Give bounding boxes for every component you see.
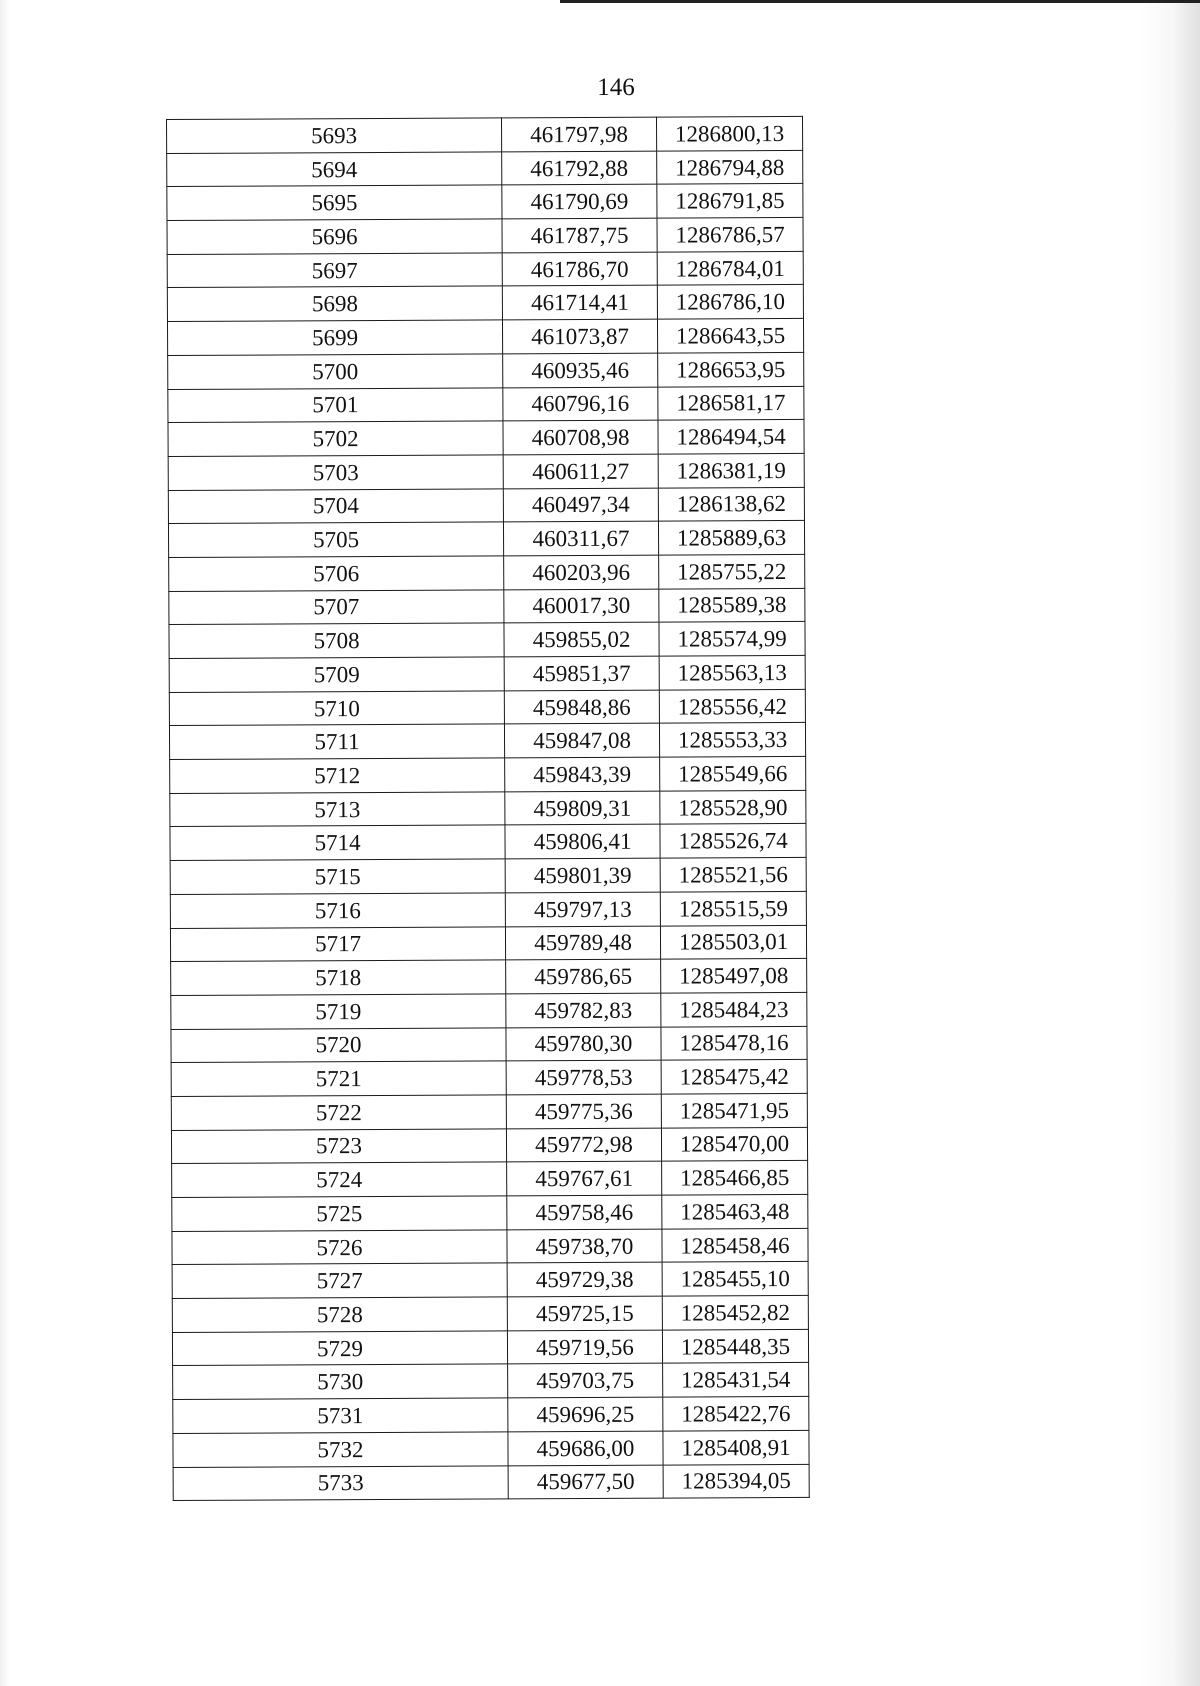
- point-number-cell: 5708: [169, 623, 504, 658]
- point-number-cell: 5722: [171, 1095, 506, 1130]
- y-coordinate-cell: 1286784,01: [657, 251, 803, 285]
- x-coordinate-cell: 459848,86: [504, 690, 659, 724]
- point-number-cell: 5724: [172, 1162, 507, 1197]
- y-coordinate-cell: 1285553,33: [659, 723, 805, 757]
- x-coordinate-cell: 459719,56: [507, 1330, 662, 1364]
- y-coordinate-cell: 1286794,88: [657, 150, 803, 184]
- y-coordinate-cell: 1285475,42: [661, 1060, 807, 1094]
- x-coordinate-cell: 460497,34: [503, 488, 658, 522]
- coordinates-table-body: [167, 116, 810, 1500]
- point-number-cell: 5693: [167, 118, 502, 153]
- y-coordinate-cell: 1285556,42: [659, 689, 805, 723]
- point-number-cell: 5697: [167, 253, 502, 288]
- y-coordinate-cell: 1286581,17: [658, 386, 804, 420]
- table-row: [170, 824, 806, 861]
- y-coordinate-cell: 1285452,82: [662, 1295, 808, 1329]
- table-row: [170, 925, 806, 962]
- table-row: [168, 453, 804, 490]
- table-row: [172, 1295, 808, 1332]
- table-row: [171, 1060, 807, 1097]
- table-row: [170, 756, 806, 793]
- y-coordinate-cell: 1285422,76: [663, 1396, 809, 1430]
- x-coordinate-cell: 459786,65: [506, 959, 661, 993]
- y-coordinate-cell: 1285408,91: [663, 1430, 809, 1464]
- y-coordinate-cell: 1286138,62: [658, 487, 804, 521]
- table-row: [171, 1026, 807, 1063]
- scan-top-line: [560, 0, 1200, 3]
- x-coordinate-cell: 459778,53: [506, 1060, 661, 1094]
- scan-right-edge: [1140, 0, 1200, 1686]
- point-number-cell: 5706: [169, 556, 504, 591]
- x-coordinate-cell: 460935,46: [503, 353, 658, 387]
- x-coordinate-cell: 461073,87: [502, 319, 657, 353]
- table-row: [167, 217, 803, 254]
- point-number-cell: 5712: [170, 758, 505, 793]
- table-row: [167, 251, 803, 288]
- y-coordinate-cell: 1285521,56: [660, 858, 806, 892]
- x-coordinate-cell: 459851,37: [504, 656, 659, 690]
- x-coordinate-cell: 459758,46: [507, 1195, 662, 1229]
- point-number-cell: 5718: [171, 960, 506, 995]
- y-coordinate-cell: 1285455,10: [662, 1262, 808, 1296]
- table-row: [167, 184, 803, 221]
- point-number-cell: 5694: [167, 152, 502, 187]
- y-coordinate-cell: 1286643,55: [657, 319, 803, 353]
- point-number-cell: 5720: [171, 1027, 506, 1062]
- y-coordinate-cell: 1285503,01: [660, 925, 806, 959]
- table-row: [171, 992, 807, 1029]
- y-coordinate-cell: 1286381,19: [658, 453, 804, 487]
- point-number-cell: 5702: [168, 421, 503, 456]
- x-coordinate-cell: 459729,38: [507, 1262, 662, 1296]
- x-coordinate-cell: 459806,41: [505, 825, 660, 859]
- point-number-cell: 5723: [171, 1128, 506, 1163]
- point-number-cell: 5713: [170, 792, 505, 827]
- y-coordinate-cell: 1286653,95: [658, 352, 804, 386]
- y-coordinate-cell: 1285431,54: [663, 1363, 809, 1397]
- y-coordinate-cell: 1286786,57: [657, 217, 803, 251]
- table-row: [168, 386, 804, 423]
- point-number-cell: 5721: [171, 1061, 506, 1096]
- y-coordinate-cell: 1285484,23: [661, 992, 807, 1026]
- x-coordinate-cell: 460017,30: [504, 589, 659, 623]
- x-coordinate-cell: 461790,69: [502, 184, 657, 218]
- y-coordinate-cell: 1285458,46: [662, 1228, 808, 1262]
- point-number-cell: 5725: [172, 1196, 507, 1231]
- x-coordinate-cell: 461787,75: [502, 218, 657, 252]
- y-coordinate-cell: 1285528,90: [660, 790, 806, 824]
- table-row: [169, 588, 805, 625]
- x-coordinate-cell: 461714,41: [502, 286, 657, 320]
- table-row: [167, 116, 803, 153]
- x-coordinate-cell: 459782,83: [506, 993, 661, 1027]
- table-row: [169, 689, 805, 726]
- table-row: [167, 150, 803, 187]
- x-coordinate-cell: 459843,39: [505, 757, 660, 791]
- table-row: [170, 891, 806, 928]
- point-number-cell: 5703: [168, 455, 503, 490]
- x-coordinate-cell: 461792,88: [502, 151, 657, 185]
- scan-left-edge: [0, 0, 10, 1686]
- y-coordinate-cell: 1286800,13: [656, 116, 802, 150]
- point-number-cell: 5710: [169, 691, 504, 726]
- table-row: [173, 1363, 809, 1400]
- x-coordinate-cell: 461786,70: [502, 252, 657, 286]
- x-coordinate-cell: 459801,39: [505, 858, 660, 892]
- point-number-cell: 5707: [169, 589, 504, 624]
- y-coordinate-cell: 1285549,66: [660, 756, 806, 790]
- x-coordinate-cell: 459725,15: [507, 1296, 662, 1330]
- y-coordinate-cell: 1285448,35: [662, 1329, 808, 1363]
- table-row: [173, 1396, 809, 1433]
- x-coordinate-cell: 460611,27: [503, 454, 658, 488]
- x-coordinate-cell: 459738,70: [507, 1229, 662, 1263]
- point-number-cell: 5698: [167, 286, 502, 321]
- y-coordinate-cell: 1285574,99: [659, 622, 805, 656]
- table-row: [170, 790, 806, 827]
- table-row: [168, 487, 804, 524]
- x-coordinate-cell: 459772,98: [506, 1128, 661, 1162]
- x-coordinate-cell: 459775,36: [506, 1094, 661, 1128]
- y-coordinate-cell: 1285755,22: [659, 554, 805, 588]
- y-coordinate-cell: 1286791,85: [657, 184, 803, 218]
- point-number-cell: 5700: [168, 354, 503, 389]
- y-coordinate-cell: 1285889,63: [658, 521, 804, 555]
- table-row: [172, 1329, 808, 1366]
- x-coordinate-cell: 461797,98: [501, 117, 656, 151]
- y-coordinate-cell: 1285497,08: [661, 959, 807, 993]
- table-row: [167, 285, 803, 322]
- x-coordinate-cell: 459703,75: [508, 1364, 663, 1398]
- point-number-cell: 5715: [170, 859, 505, 894]
- table-row: [169, 723, 805, 760]
- y-coordinate-cell: 1285589,38: [659, 588, 805, 622]
- y-coordinate-cell: 1285515,59: [660, 891, 806, 925]
- table-row: [168, 420, 804, 457]
- point-number-cell: 5732: [173, 1432, 508, 1467]
- x-coordinate-cell: 459780,30: [506, 1027, 661, 1061]
- table-row: [172, 1194, 808, 1231]
- y-coordinate-cell: 1285526,74: [660, 824, 806, 858]
- table-row: [170, 858, 806, 895]
- page-number: 146: [597, 74, 635, 101]
- x-coordinate-cell: 459809,31: [505, 791, 660, 825]
- y-coordinate-cell: 1286786,10: [657, 285, 803, 319]
- y-coordinate-cell: 1285470,00: [661, 1127, 807, 1161]
- point-number-cell: 5701: [168, 387, 503, 422]
- point-number-cell: 5717: [170, 926, 505, 961]
- x-coordinate-cell: 459855,02: [504, 622, 659, 656]
- table-row: [173, 1430, 809, 1467]
- point-number-cell: 5711: [169, 724, 504, 759]
- x-coordinate-cell: 459767,61: [507, 1161, 662, 1195]
- table-row: [168, 521, 804, 558]
- point-number-cell: 5731: [173, 1398, 508, 1433]
- y-coordinate-cell: 1285466,85: [662, 1161, 808, 1195]
- point-number-cell: 5699: [167, 320, 502, 355]
- table-row: [171, 1127, 807, 1164]
- x-coordinate-cell: 459789,48: [505, 926, 660, 960]
- x-coordinate-cell: 460311,67: [503, 521, 658, 555]
- table-row: [172, 1262, 808, 1299]
- x-coordinate-cell: 460203,96: [504, 555, 659, 589]
- table-row: [172, 1161, 808, 1198]
- point-number-cell: 5716: [170, 893, 505, 928]
- point-number-cell: 5709: [169, 657, 504, 692]
- x-coordinate-cell: 459847,08: [504, 723, 659, 757]
- x-coordinate-cell: 460708,98: [503, 420, 658, 454]
- point-number-cell: 5733: [173, 1465, 508, 1500]
- point-number-cell: 5726: [172, 1230, 507, 1265]
- point-number-cell: 5705: [168, 522, 503, 557]
- y-coordinate-cell: 1285394,05: [663, 1464, 809, 1498]
- coordinates-table: [166, 116, 810, 1501]
- x-coordinate-cell: 460796,16: [503, 387, 658, 421]
- point-number-cell: 5729: [172, 1331, 507, 1366]
- point-number-cell: 5719: [171, 994, 506, 1029]
- y-coordinate-cell: 1285471,95: [661, 1093, 807, 1127]
- point-number-cell: 5695: [167, 185, 502, 220]
- table-row: [169, 554, 805, 591]
- table-row: [173, 1464, 809, 1501]
- point-number-cell: 5728: [172, 1297, 507, 1332]
- x-coordinate-cell: 459696,25: [508, 1397, 663, 1431]
- point-number-cell: 5714: [170, 825, 505, 860]
- x-coordinate-cell: 459686,00: [508, 1431, 663, 1465]
- y-coordinate-cell: 1285478,16: [661, 1026, 807, 1060]
- y-coordinate-cell: 1286494,54: [658, 420, 804, 454]
- table-row: [167, 319, 803, 356]
- table-row: [171, 1093, 807, 1130]
- point-number-cell: 5727: [172, 1263, 507, 1298]
- table-row: [168, 352, 804, 389]
- y-coordinate-cell: 1285463,48: [662, 1194, 808, 1228]
- y-coordinate-cell: 1285563,13: [659, 655, 805, 689]
- table-row: [172, 1228, 808, 1265]
- x-coordinate-cell: 459677,50: [508, 1465, 663, 1499]
- table-row: [171, 959, 807, 996]
- table-row: [169, 655, 805, 692]
- point-number-cell: 5704: [168, 488, 503, 523]
- point-number-cell: 5730: [173, 1364, 508, 1399]
- point-number-cell: 5696: [167, 219, 502, 254]
- table-row: [169, 622, 805, 659]
- x-coordinate-cell: 459797,13: [505, 892, 660, 926]
